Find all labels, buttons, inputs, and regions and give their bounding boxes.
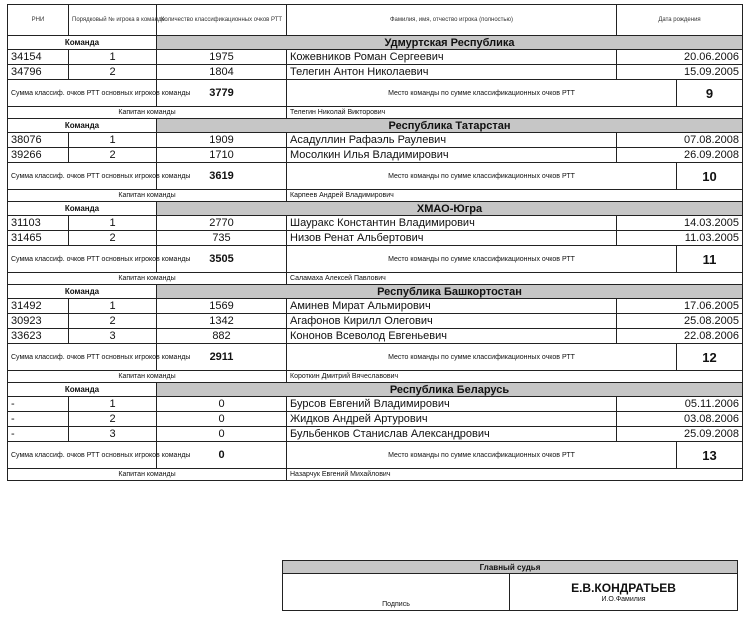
team-region: ХМАО-Югра <box>157 202 743 216</box>
team-label: Команда <box>8 285 157 299</box>
team-header-row <box>8 119 743 133</box>
player-points: 2770 <box>157 216 287 231</box>
captain-name: Короткин Дмитрий Вячеславович <box>287 371 743 383</box>
player-rni: 31465 <box>8 231 69 246</box>
player-number: 3 <box>69 329 157 344</box>
player-rni: 33623 <box>8 329 69 344</box>
player-rni: 31103 <box>8 216 69 231</box>
player-dob: 14.03.2005 <box>617 216 743 231</box>
player-name: Шауракс Константин Владимирович <box>287 216 617 231</box>
sum-label: Сумма классиф. очков РТТ основных игроков команды <box>8 246 157 273</box>
player-row <box>8 397 743 412</box>
player-dob: 15.09.2005 <box>617 65 743 80</box>
team-place: 13 <box>677 442 743 469</box>
team-region: Республика Татарстан <box>157 119 743 133</box>
player-name: Мосолкин Илья Владимирович <box>287 148 617 163</box>
player-row <box>8 412 743 427</box>
player-points: 0 <box>157 412 287 427</box>
player-number: 2 <box>69 148 157 163</box>
captain-name: Телегин Николай Викторович <box>287 107 743 119</box>
chief-judge-title: Главный судья <box>283 561 738 574</box>
player-points: 0 <box>157 427 287 442</box>
team-sum: 3779 <box>157 80 287 107</box>
player-name: Жидков Андрей Артурович <box>287 412 617 427</box>
player-number: 1 <box>69 50 157 65</box>
player-dob: 03.08.2006 <box>617 412 743 427</box>
player-rni: - <box>8 397 69 412</box>
team-header-row <box>8 285 743 299</box>
team-captain-row <box>8 107 743 119</box>
team-captain-row <box>8 273 743 285</box>
captain-label: Капитан команды <box>8 469 287 481</box>
judge-name: Е.В.КОНДРАТЬЕВ <box>571 580 676 595</box>
player-rni: 34154 <box>8 50 69 65</box>
team-region: Республика Башкортостан <box>157 285 743 299</box>
team-sum-row <box>8 442 743 469</box>
player-dob: 22.08.2006 <box>617 329 743 344</box>
player-row <box>8 50 743 65</box>
team-sum-row <box>8 344 743 371</box>
player-rni: 30923 <box>8 314 69 329</box>
player-rni: 31492 <box>8 299 69 314</box>
team-sum-row <box>8 246 743 273</box>
player-points: 1569 <box>157 299 287 314</box>
place-label: Место команды по сумме классификационных очков РТТ <box>287 344 677 371</box>
judge-name-cell <box>510 574 738 611</box>
sum-label: Сумма классиф. очков РТТ основных игроков команды <box>8 344 157 371</box>
captain-name: Саламаха Алексей Павлович <box>287 273 743 285</box>
player-name: Агафонов Кирилл Олегович <box>287 314 617 329</box>
player-points: 0 <box>157 397 287 412</box>
player-dob: 25.08.2005 <box>617 314 743 329</box>
team-roster-table <box>7 4 743 481</box>
captain-label: Капитан команды <box>8 273 287 285</box>
player-number: 1 <box>69 133 157 148</box>
judge-name-caption: И.О.Фамилия <box>601 595 646 603</box>
player-name: Асадуллин Рафаэль Раулевич <box>287 133 617 148</box>
team-label: Команда <box>8 36 157 50</box>
sum-label: Сумма классиф. очков РТТ основных игроков команды <box>8 80 157 107</box>
team-place: 11 <box>677 246 743 273</box>
player-name: Кожевников Роман Сергеевич <box>287 50 617 65</box>
player-name: Низов Ренат Альбертович <box>287 231 617 246</box>
team-header-row <box>8 383 743 397</box>
player-points: 1909 <box>157 133 287 148</box>
header-points: Количество классификационных очков РТТ <box>157 5 287 36</box>
player-name: Телегин Антон Николаевич <box>287 65 617 80</box>
player-name: Бульбенков Станислав Александрович <box>287 427 617 442</box>
player-number: 1 <box>69 299 157 314</box>
header-rni: РНИ <box>8 5 69 36</box>
player-dob: 25.09.2008 <box>617 427 743 442</box>
player-name: Аминев Мират Альмирович <box>287 299 617 314</box>
team-sum: 0 <box>157 442 287 469</box>
player-row <box>8 133 743 148</box>
player-row <box>8 427 743 442</box>
header-dob: Дата рождения <box>617 5 743 36</box>
roster-sheet <box>7 4 742 481</box>
chief-judge-block <box>282 560 738 611</box>
player-number: 2 <box>69 314 157 329</box>
team-sum: 2911 <box>157 344 287 371</box>
captain-label: Капитан команды <box>8 190 287 202</box>
header-row <box>8 5 743 36</box>
player-row <box>8 216 743 231</box>
player-name: Бурсов Евгений Владимирович <box>287 397 617 412</box>
player-number: 1 <box>69 397 157 412</box>
team-place: 10 <box>677 163 743 190</box>
team-place: 12 <box>677 344 743 371</box>
player-rni: - <box>8 412 69 427</box>
captain-label: Капитан команды <box>8 371 287 383</box>
player-number: 2 <box>69 231 157 246</box>
sum-label: Сумма классиф. очков РТТ основных игроков команды <box>8 442 157 469</box>
team-label: Команда <box>8 119 157 133</box>
header-fio: Фамилия, имя, отчество игрока (полностью) <box>287 5 617 36</box>
team-label: Команда <box>8 383 157 397</box>
captain-name: Карпеев Андрей Владимирович <box>287 190 743 202</box>
place-label: Место команды по сумме классификационных очков РТТ <box>287 246 677 273</box>
team-captain-row <box>8 371 743 383</box>
header-order: Порядковый № игрока в команде <box>69 5 157 36</box>
player-dob: 26.09.2008 <box>617 148 743 163</box>
player-row <box>8 314 743 329</box>
player-name: Кононов Всеволод Евгеньевич <box>287 329 617 344</box>
player-dob: 07.08.2008 <box>617 133 743 148</box>
player-rni: 34796 <box>8 65 69 80</box>
player-rni: - <box>8 427 69 442</box>
player-points: 1975 <box>157 50 287 65</box>
player-dob: 20.06.2006 <box>617 50 743 65</box>
team-captain-row <box>8 190 743 202</box>
player-points: 1342 <box>157 314 287 329</box>
player-dob: 17.06.2005 <box>617 299 743 314</box>
team-sum-row <box>8 163 743 190</box>
player-points: 882 <box>157 329 287 344</box>
player-number: 1 <box>69 216 157 231</box>
player-dob: 05.11.2006 <box>617 397 743 412</box>
team-region: Республика Беларусь <box>157 383 743 397</box>
player-points: 1710 <box>157 148 287 163</box>
place-label: Место команды по сумме классификационных очков РТТ <box>287 442 677 469</box>
player-dob: 11.03.2005 <box>617 231 743 246</box>
player-row <box>8 329 743 344</box>
player-row <box>8 231 743 246</box>
player-number: 2 <box>69 412 157 427</box>
team-place: 9 <box>677 80 743 107</box>
player-points: 735 <box>157 231 287 246</box>
team-region: Удмуртская Республика <box>157 36 743 50</box>
player-row <box>8 148 743 163</box>
player-points: 1804 <box>157 65 287 80</box>
captain-name: Назарчук Евгений Михайлович <box>287 469 743 481</box>
team-sum: 3505 <box>157 246 287 273</box>
team-sum: 3619 <box>157 163 287 190</box>
sum-label: Сумма классиф. очков РТТ основных игроков команды <box>8 163 157 190</box>
team-sum-row <box>8 80 743 107</box>
player-number: 2 <box>69 65 157 80</box>
place-label: Место команды по сумме классификационных очков РТТ <box>287 163 677 190</box>
player-rni: 38076 <box>8 133 69 148</box>
team-label: Команда <box>8 202 157 216</box>
player-rni: 39266 <box>8 148 69 163</box>
place-label: Место команды по сумме классификационных очков РТТ <box>287 80 677 107</box>
signature-cell: Подпись <box>283 574 510 611</box>
team-header-row <box>8 202 743 216</box>
captain-label: Капитан команды <box>8 107 287 119</box>
team-header-row <box>8 36 743 50</box>
player-row <box>8 65 743 80</box>
player-number: 3 <box>69 427 157 442</box>
player-row <box>8 299 743 314</box>
team-captain-row <box>8 469 743 481</box>
